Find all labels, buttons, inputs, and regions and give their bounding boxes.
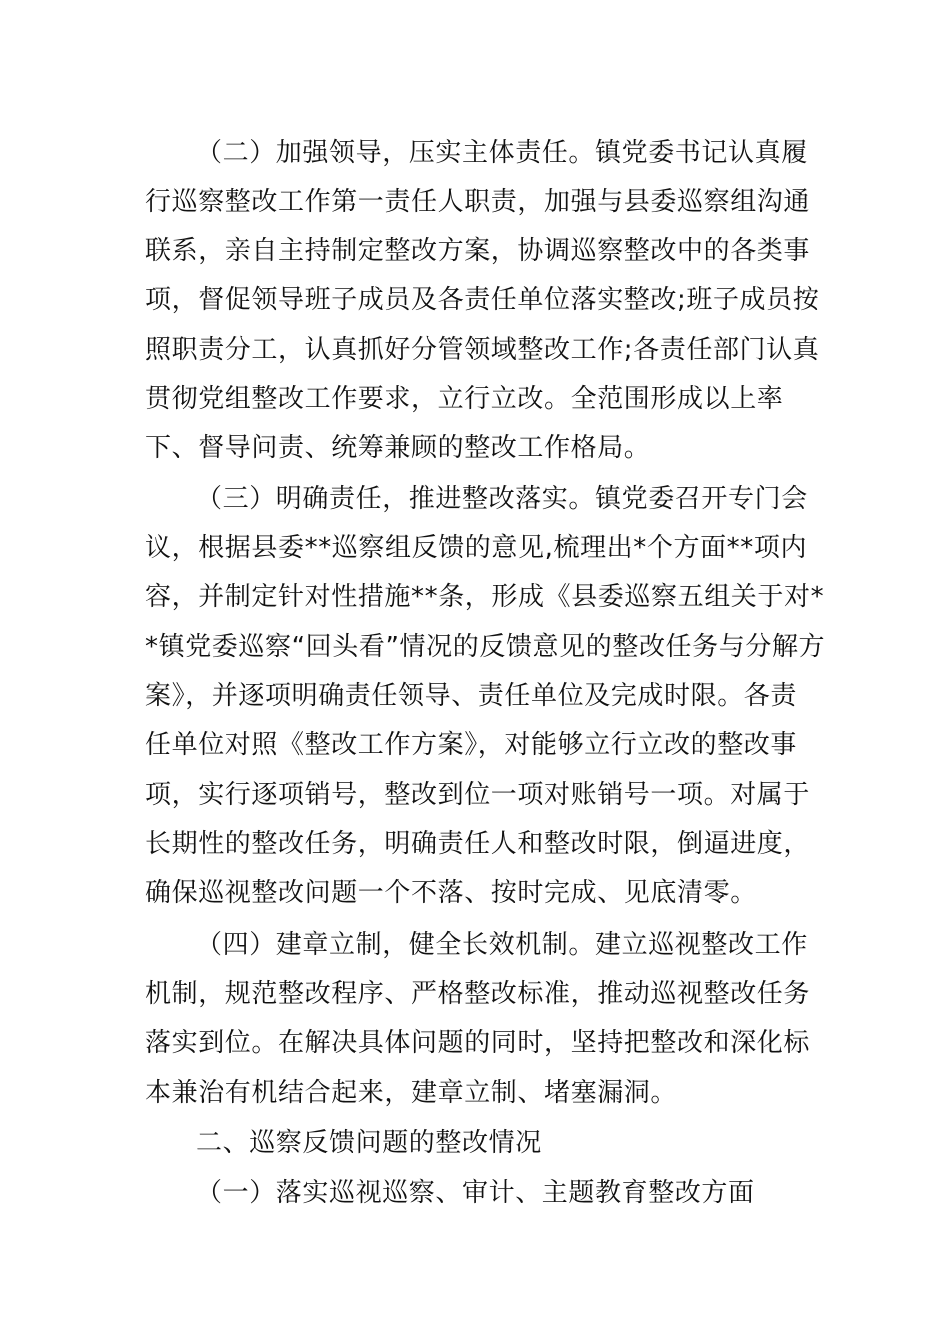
paragraph-3-line-8: 长期性的整改任务，明确责任人和整改时限，倒逼进度， (145, 829, 811, 859)
paragraph-4-line-3: 落实到位。在解决具体问题的同时，坚持把整改和深化标 (145, 1028, 811, 1058)
paragraph-3-line-9: 确保巡视整改问题一个不落、按时完成、见底清零。 (145, 878, 757, 908)
paragraph-2-line-3: 联系，亲自主持制定整改方案，协调巡察整改中的各类事 (145, 236, 811, 266)
paragraph-4-line-4: 本兼治有机结合起来，建章立制、堵塞漏洞。 (145, 1078, 678, 1108)
paragraph-2-line-1: （二）加强领导，压实主体责任。镇党委书记认真履 (196, 138, 808, 168)
paragraph-3-line-2: 议，根据县委**巡察组反馈的意见,梳理出*个方面**项内 (145, 533, 808, 563)
paragraph-3-line-7: 项，实行逐项销号，整改到位一项对账销号一项。对属于 (145, 780, 811, 810)
paragraph-3-line-6: 任单位对照《整改工作方案》，对能够立行立改的整改事 (145, 730, 798, 760)
paragraph-2-line-7: 下、督导问责、统筹兼顾的整改工作格局。 (145, 433, 651, 463)
paragraph-2-line-6: 贯彻党组整改工作要求，立行立改。全范围形成以上率 (145, 384, 784, 414)
paragraph-2-line-5: 照职责分工，认真抓好分管领域整改工作;各责任部门认真 (145, 335, 820, 365)
paragraph-3-line-3: 容，并制定针对性措施**条，形成《县委巡察五组关于对* (145, 582, 825, 612)
paragraph-3-line-4: *镇党委巡察“回头看”情况的反馈意见的整改任务与分解方 (145, 632, 826, 662)
subsection-heading: （一）落实巡视巡察、审计、主题教育整改方面 (196, 1178, 755, 1208)
paragraph-3-line-1: （三）明确责任，推进整改落实。镇党委召开专门会 (196, 484, 808, 514)
paragraph-4-line-1: （四）建章立制，健全长效机制。建立巡视整改工作 (196, 930, 808, 960)
paragraph-2-line-4: 项，督促领导班子成员及各责任单位落实整改;班子成员按 (145, 285, 820, 315)
section-heading: 二、巡察反馈问题的整改情况 (196, 1128, 542, 1158)
paragraph-3-line-5: 案》，并逐项明确责任领导、责任单位及完成时限。各责 (145, 681, 798, 711)
paragraph-2-line-2: 行巡察整改工作第一责任人职责，加强与县委巡察组沟通 (145, 187, 811, 217)
paragraph-4-line-2: 机制，规范整改程序、严格整改标准，推动巡视整改任务 (145, 979, 811, 1009)
